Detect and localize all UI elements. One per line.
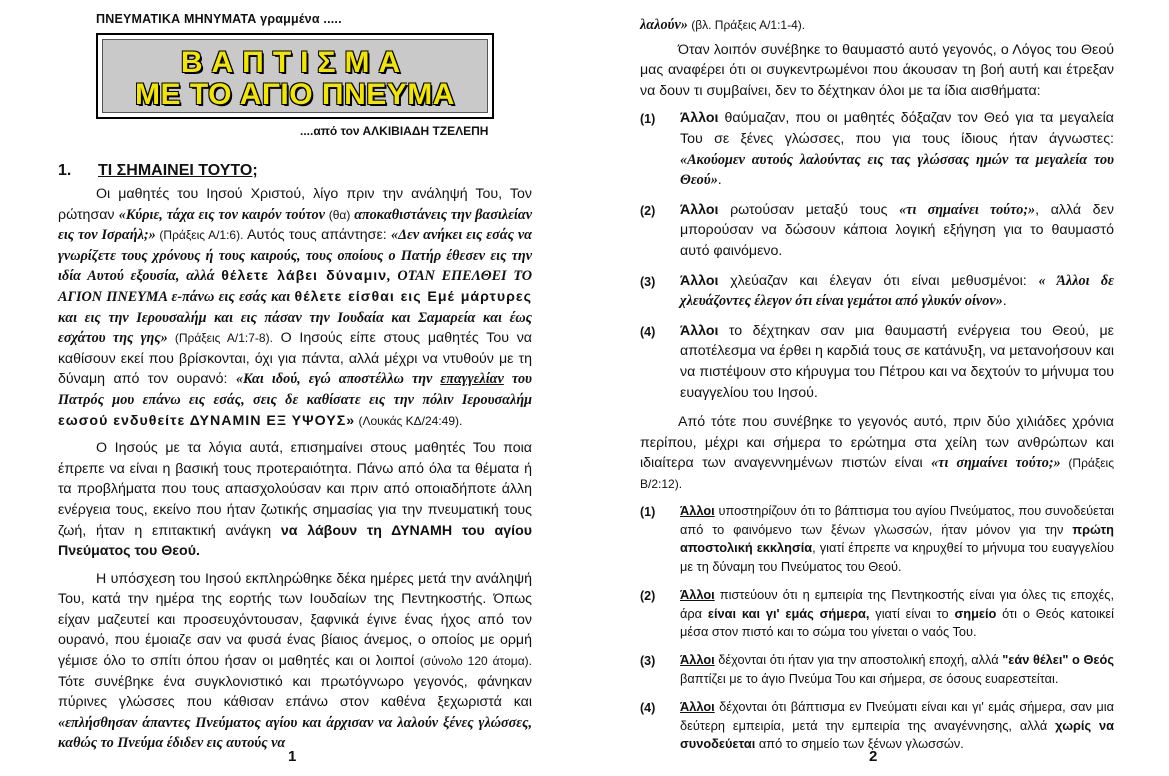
view-list [640,502,1114,753]
text: θαύμαζαν, που οι μαθητές δόξαζαν τον Θεό για τα μεγαλεία Του σε ξένες γλώσσες, που για τους ίδιους ήταν άγνωστες: [680,110,1114,147]
text: Τότε συνέβηκε ένα συγκλονιστικό και πρωτόγνωρο γεγονός, φάνηκαν πύρινες γλώσσες που κάθισαν επάνω στον καθένα ξεχωριστά και [58,673,532,711]
text: ότι ο Θεός κατοικεί μέσα στον πιστό και το σώμα του γίνεται ο ναός Του. [680,605,1114,639]
item-text [680,502,1114,576]
item-text [680,586,1114,641]
item-number: (3) [640,654,656,669]
note: (σύνολο 120 άτομα). [419,654,532,669]
quote: αποκαθιστάνεις την βασιλείαν εις τον Ισραήλ;» [58,206,533,244]
quote: , ΟΤΑΝ ΕΠΕΛΘΕΙ ΤΟ ΑΓΙΟΝ ΠΝΕΥΜΑ ε-πάνω εις εσάς και [58,268,532,305]
emphasis: πρώτη αποστολική εκκλησία [680,521,1114,556]
item-number: (3) [640,274,656,289]
list-item [640,586,1114,641]
emphasis: να λάβουν τη ΔΥΝΑΜΗ του αγίου Πνεύματος του Θεού. [58,522,532,560]
note: (θα) [328,207,351,222]
title-panel [102,39,488,113]
text: δέχονται ότι βάπτισμα εν Πνεύματι είναι και γι' εμάς σήμερα, σαν μια δεύτερη εμπειρία, μετά την εμπειρία της αναγέννησης, αλλά [680,699,1114,733]
page-left [0,0,584,776]
paragraph [640,412,1114,494]
paragraph [58,438,532,562]
quote: «Ακούομεν αυτούς λαλούντας εις τας γλώσσας ημών τα μεγαλεία του Θεού» [680,151,1114,189]
author-line: ....από τον ΑΛΚΙΒΙΑΔΗ ΤΖΕΛΕΠΗ [300,124,489,138]
continued-line [640,15,1114,36]
reference: (Πράξεις Α/1:7-8). [167,331,273,346]
list-item [640,651,1114,688]
item-text [680,108,1114,190]
page-number: 2 [869,748,878,765]
title-box [96,33,494,119]
reaction-list [640,108,1114,403]
section-heading [58,162,258,180]
series-header: ΠΝΕΥΜΑΤΙΚΑ ΜΗΝΥΜΑΤΑ γραμμένα ..... [96,12,342,26]
quote: λαλούν» [640,17,688,33]
lead-word: Άλλοι [680,587,715,603]
text: . [1002,293,1007,310]
lead-word: Άλλοι [680,699,715,715]
text: , γιατί έπρεπε να κηρυχθεί το μήνυμα του ευαγγελίου με τη δύναμη του Πνεύματος του Θεού. [680,540,1114,574]
lead-word: Άλλοι [680,503,715,519]
item-text [680,321,1114,403]
text: Αυτός τους απάντησε: [243,227,392,244]
emphasis: είναι και γι' εμάς σήμερα, [707,605,870,621]
list-item [640,321,1114,403]
item-number: (1) [640,112,656,127]
quote: «τι σημαίνει τούτο;» [899,201,1036,218]
reference: (Πράξεις Α/1:6). [155,228,244,243]
section-number: 1. [58,162,72,179]
item-number: (2) [640,589,656,604]
list-item [640,502,1114,576]
text: ρωτούσαν μεταξύ τους [718,201,900,218]
paragraph [58,184,532,431]
page-number: 1 [288,748,297,765]
emphasis: "εάν θέλει" ο Θεός [1002,652,1114,668]
text: χλεύαζαν και έλεγαν ότι είναι μεθυσμένοι: [718,272,1039,289]
text: Οι μαθητές του Ιησού Χριστού, λίγο πριν την ανάληψή Του, Τον ρώτησαν [58,186,532,223]
text: από το σημείο των ξένων γλωσσών. [755,735,964,751]
emphasis: σημείο [954,605,997,621]
paragraph: Όταν λοιπόν συνέβηκε το θαυμαστό αυτό γεγονός, ο Λόγος του Θεού μας αναφέρει ότι οι συγκεντρωμένοι που άκουσαν τη βοή αυτή και έτρεξαν να δουν τι συμβαίνει, δεν το δέχτηκαν όλοι με τα ίδια αισθήματα: [640,41,1114,99]
text: δέχονται ότι ήταν για την αποστολική εποχή, αλλά [714,652,1003,668]
quote: και εις την Ιερουσαλήμ και εις πάσαν την Ιουδαία και Σαμαρεία και έως εσχάτου της γης» [58,309,532,347]
item-text [680,698,1114,753]
text: Από τότε που συνέβηκε το γεγονός αυτό, πριν δύο χιλιάδες χρόνια περίπου, μέχρι και σήμερα το ερώτημα στα χείλη των ανθρώπων και ιδιαίτερα των αναγεννημένων πιστών είναι [640,414,1114,472]
lead-word: Άλλοι [680,110,719,127]
text: Η υπόσχεση του Ιησού εκπληρώθηκε δέκα ημέρες μετά την ανάληψή Του, κατά την ημέρα της εορτής των Ιουδαίων της Πεντηκοστής. Όπως είχαν μαζευτεί και προσευχόντουσαν, ξαφνικά έγινε ένας ήχος από τον ουρανό, που έμοιαζε σαν να φυσά ένας βίαιος άνεμος, ο οποίος με ορμή γέμισε όλο το σπίτι όπου ήσαν οι μαθητές και οι λοιποί [58,570,532,670]
right-body [640,15,1114,763]
item-number: (4) [640,324,656,339]
lead-word: Άλλοι [680,652,715,668]
reference: (Πράξεις Β/2:12). [640,456,1115,491]
lead-word: Άλλοι [680,322,719,339]
text: το δέχτηκαν σαν μια θαυμαστή ενέργεια του Θεού, με αποτέλεσμα να έρθει η καρδιά τους σε κατάνυξη, να μετανοήσουν και να πιστέψουν στο κήρυγμα του Πέτρου και να δεχτούν το μήνυμα του ευαγγελίου του Ιησού. [680,322,1114,401]
list-item [640,698,1114,753]
text: Ο Ιησούς με τα λόγια αυτά, επισημαίνει στους μαθητές Του ποια έπρεπε να είναι η βασική τους προτεραιότητα. Πάνω από όλα τα θέματα ή τα προβλήματα που τους απασχολούσαν και πριν από οποιαδήποτε άλλη ενέργεια τους, εκείνο που ήταν ζωτικής σημασίας για την πνευματική τους ζωή, ήταν η επιτακτική ανάγκη [58,440,532,539]
item-number: (1) [640,505,656,520]
title-line-1: ΒΑΠΤΙΣΜΑ [180,46,410,79]
paragraph [58,569,532,754]
quote: « Άλλοι δε χλευάζοντες έλεγον ότι είναι γεμάτοι από γλυκύν οίνον» [680,272,1115,310]
item-number: (4) [640,701,656,716]
section-title: ΤΙ ΣΗΜΑΙΝΕΙ ΤΟΥΤΟ; [98,162,258,179]
text: πιστεύουν ότι η εμπειρία της Πεντηκοστής είναι για όλες τις εποχές, άρα [680,587,1114,621]
text: . [717,172,722,189]
lead-word: Άλλοι [680,272,719,289]
quote: του Πατρός μου επάνω εις εσάς, σεις δε καθίσατε εις την πόλιν Ιερουσαλήμ [58,371,533,408]
item-number: (2) [640,203,656,218]
text: υποστηρίζουν ότι το βάπτισμα του αγίου Πνεύματος, που συνοδεύεται από το φαινόμενο των ξένων γλωσσών, ήταν μόνον για την [680,503,1114,537]
emphasis: θέλετε λάβει δύναμιν [221,268,388,285]
text: Ο Ιησούς είπε στους μαθητές Του να καθίσουν εκεί που βρίσκονται, όχι για πάντα, αλλά μέχρι να ντυθούν με τη δύναμη από τον ουρανό: [58,330,532,388]
left-body [58,184,532,761]
emphasis: θέλετε είσθαι εις Εμέ μάρτυρες [294,288,532,305]
list-item [640,200,1114,262]
reference: (βλ. Πράξεις Α/1:1-4). [687,18,806,32]
quote: «επλήσθησαν άπαντες Πνεύματος αγίου και άρχισαν να λαλούν ξένες γλώσσες, καθώς το Πνεύμα έδιδεν εις αυτούς να [58,714,532,752]
text: γιατί είναι το [869,605,955,621]
quote: «Κύριε, τάχα εις τον καιρόν τούτον [118,206,329,223]
quote-underlined: επαγγελίαν [440,371,504,388]
text: βαπτίζει με το άγιο Πνεύμα Του και σήμερα, σε όσους ευαρεστείται. [680,670,1059,686]
title-line-2: ΜΕ ΤΟ ΑΓΙΟ ΠΝΕΥΜΑ [135,78,455,111]
list-item [640,108,1114,190]
quote: «τι σημαίνει τούτο;» [931,455,1061,472]
item-text [680,271,1114,312]
lead-word: Άλλοι [680,201,719,218]
item-text [680,200,1114,262]
text: , αλλά δεν μπορούσαν να δώσουν κάποια λογική εξήγηση για το θαυμαστό αυτό φαινόμενο. [680,201,1114,259]
list-item [640,271,1114,312]
quote: «Και ιδού, εγώ αποστέλλω την [235,371,441,388]
item-text [680,651,1114,688]
reference: (Λουκάς ΚΔ/24:49). [355,413,463,428]
emphasis: χωρίς να συνοδεύεται [680,717,1115,751]
page-right [585,0,1169,776]
quote: «Δεν ανήκει εις εσάς να γνωρίζετε τους χρόνους ή τους καιρούς, τους οποίους ο Πατήρ έθεσεν εις την ιδία Αυτού εξουσία, αλλά [58,227,532,285]
emphasis: εωσού ενδυθείτε ΔΥΝΑΜΙΝ ΕΞ ΥΨΟΥΣ» [58,412,356,429]
